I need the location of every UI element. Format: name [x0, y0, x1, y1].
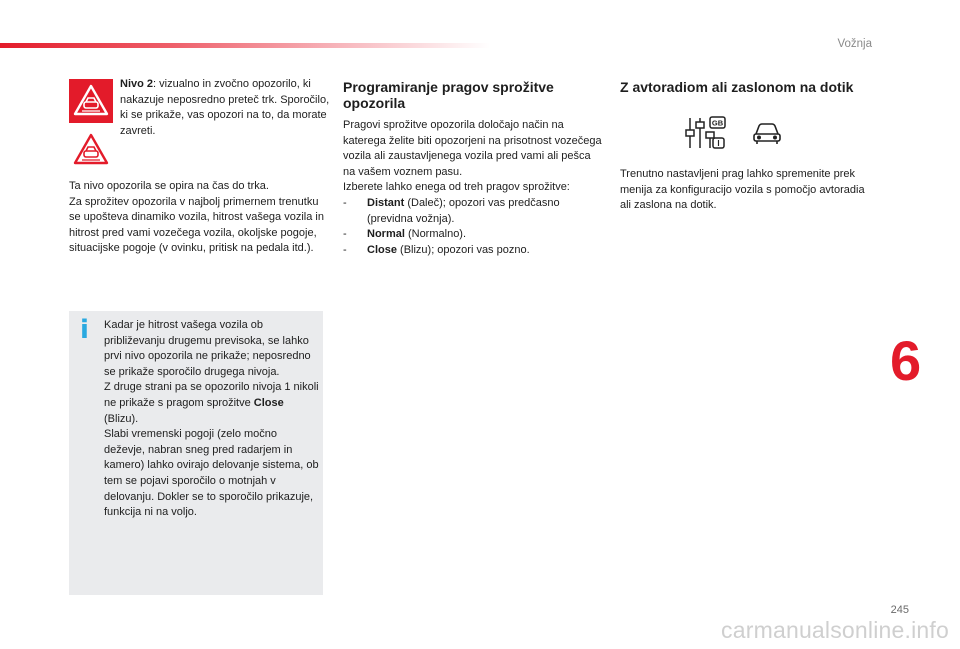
i-badge: I — [717, 139, 720, 148]
note-text2: Z druge strani pa se opozorilo nivoja 1 nikoli ne prikaže s pragom sprožitve Close (Blizu). — [104, 381, 319, 425]
collision-warning-icon-outline — [69, 128, 113, 172]
level-label: Nivo 2 — [120, 78, 154, 90]
threshold-p2: Izberete lahko enega od treh pragov sprožitve: — [343, 181, 570, 194]
body-line2: Za sprožitev opozorila v najbolj primernem trenutku se upošteva dinamiko vozila, hitrost vašega vozila in hitrost pred vami vozečega vozila, okoljske pogoje, situacijske pogoje (v ovinku, pritisk na pedala itd.). — [69, 195, 324, 255]
threshold-section-title: Programiranje pragov sprožitve opozorila — [343, 79, 554, 111]
note-text3: Slabi vremenski pogoji (zelo močno deževje, nabran sneg pred radarjem in kamero) lahko ovirajo delovanje sistema, ob tem se pojavi sporočilo o motnjah v delovanju. Dokler se to sporočilo prikazuje, funkcija ni na voljo. — [104, 428, 319, 519]
threshold-section-body — [343, 118, 603, 258]
note-text1: Kadar je hitrost vašega vozila ob približevanju drugemu previsoka, se lahko prvi nivo opozorila ne prikaže; neposredno se prikaže sporočilo drugega nivoja. — [104, 319, 311, 378]
radio-section-body: Trenutno nastavljeni prag lahko spremenite prek menija za konfiguracijo vozila s pomočjo avtoradia ali zaslona na dotik. — [620, 168, 865, 212]
level2-description — [120, 77, 330, 139]
section-title: Vožnja — [837, 38, 872, 50]
gb-badge: GB — [711, 118, 724, 128]
level-text: : vizualno in zvočno opozorilo, ki nakazuje neposredno preteč trk. Sporočilo, ki se prikaže, vas opozori na to, da morate zavreti. — [120, 78, 330, 137]
collision-warning-icon — [69, 79, 113, 123]
chapter-number: 6 — [890, 329, 922, 392]
body-line1: Ta nivo opozorila se opira na čas do trka. — [69, 180, 269, 192]
info-note-text — [104, 318, 319, 521]
watermark: carmanualsonline.info — [721, 617, 949, 643]
radio-section-title: Z avtoradiom ali zaslonom na dotik — [620, 79, 854, 95]
info-icon: i — [80, 315, 89, 345]
car-icon — [752, 120, 782, 146]
list-item: - Normal (Normalno). — [343, 228, 467, 241]
threshold-p1: Pragovi sprožitve opozorila določajo način na katerega želite biti opozorjeni na prisotnost vozečega vozila ali zaustavljenega vozila pred vami ali pešca na vašem voznem pasu. — [343, 119, 602, 178]
level2-body — [69, 179, 329, 257]
list-item: - Close (Blizu); opozori vas pozno. — [343, 243, 530, 256]
list-item: - Distant (Daleč); opozori vas predčasno (previdna vožnja). — [343, 196, 560, 225]
header-accent-bar — [0, 43, 490, 48]
page-number: 245 — [890, 604, 909, 616]
